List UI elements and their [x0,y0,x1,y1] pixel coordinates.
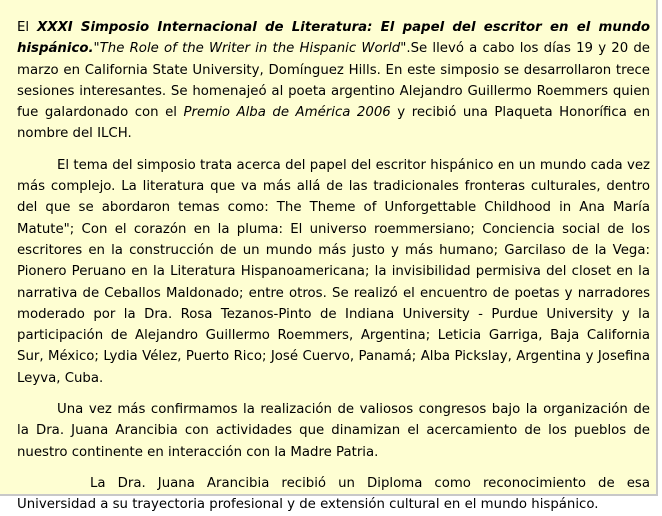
prize-name: Premio Alba de América 2006 [183,105,391,121]
theme-paragraph: El tema del simposio trata acerca del papel del escritor hispánico en un mundo cada vez más complejo. La literatura que va más allá de las tradicionales fronteras culturales, dentro del que se abordaron temas como: The Theme of Unforgettable Childhood in Ana María Matute"; Con el corazón en la pluma: El universo roemmersiano; Conciencia social de los escritores en la construcción de un mundo más justo y más humano; Garcilaso de la Vega: Pionero Peruano en la Literatura Hispanoamericana; la invisibilidad permisiva del closet en la narrativa de Ceballos Maldonado; entre otros. Se realizó el encuentro de poetas y narradores moderado por la Dra. Rosa Tezanos-Pinto de Indiana University - Purdue University y la participación de Alejandro Guillermo Roemmers, Argentina; Leticia Garriga, Baja California Sur, México; Lydia Vélez, Puerto Rico; José Cuervo, Panamá; Alba Pickslay, Argentina y Josefina Leyva, Cuba. [17,157,650,386]
organization-paragraph: Una vez más confirmamos la realización de valiosos congresos bajo la organización de la Dra. Juana Arancibia con actividades que dinamizan el acercamiento de los pueblos de nuestro continente en interacción con la Madre Patria. [17,402,650,460]
symposium-title: XXXI Simposio Internacional de Literatura: El papel del escritor en el mundo hispánico. [17,20,650,57]
intro-paragraph [17,17,650,145]
intro-tail: y recibió una Plaqueta Honorífica en nombre del ILCH. [17,105,651,142]
intro-body: .Se llevó a cabo los días 19 y 20 de marzo en California State University, Domínguez Hills. En este simposio se desarrollaron trece sesiones interesantes. Se homenajeó al poeta argentino Alejandro Guillermo Roemmers quien fue galardonado con el [17,41,650,121]
symposium-english-title: "The Role of the Writer in the Hispanic World" [93,41,407,57]
diploma-paragraph: La Dra. Juana Arancibia recibió un Diploma como reconocimiento de esa Universidad a su trayectoria profesional y de extensión cultural en el mundo hispánico. [17,475,650,513]
intro-lead: El [17,20,37,35]
